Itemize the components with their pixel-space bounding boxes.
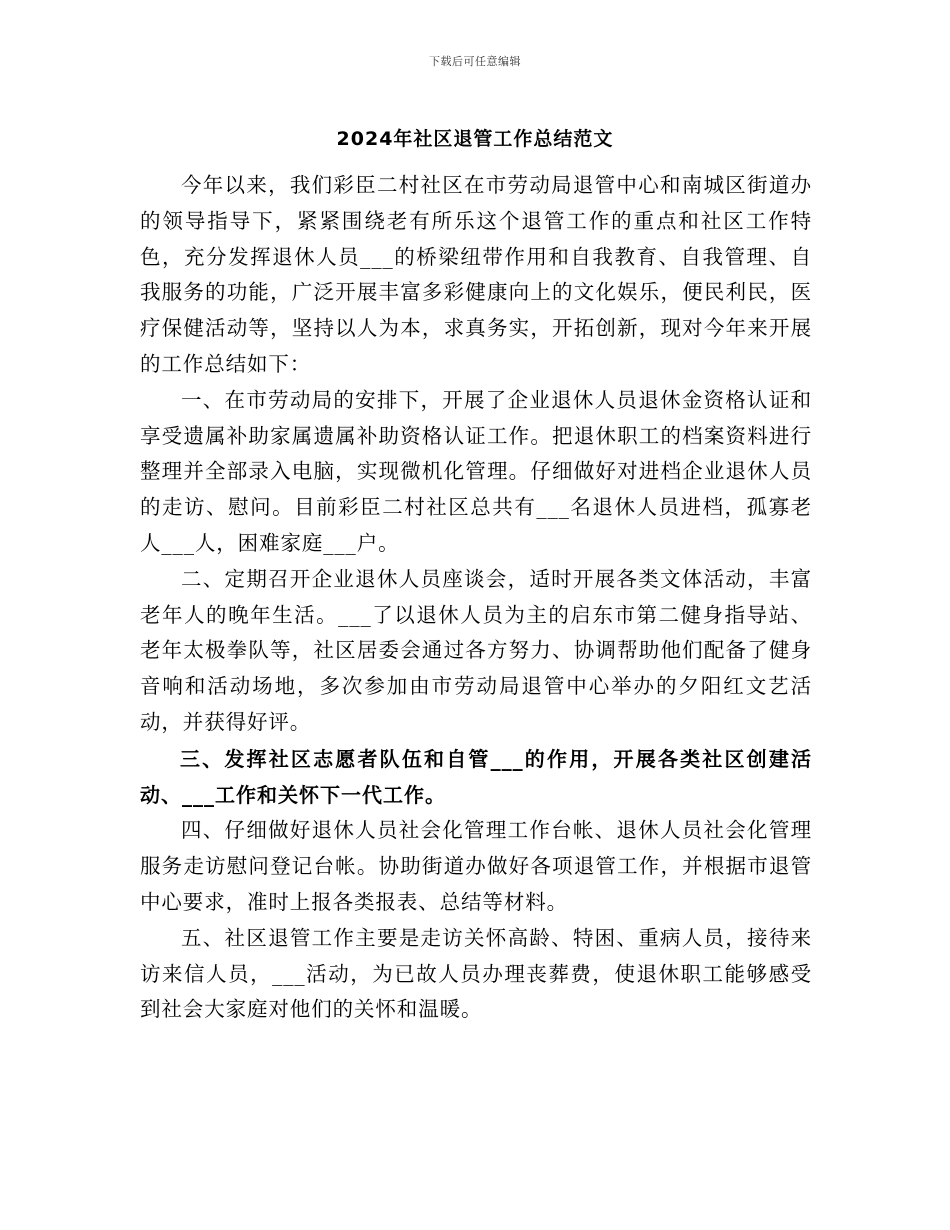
- paragraph-item-4: 四、仔细做好退休人员社会化管理工作台帐、退休人员社会化管理服务走访慰问登记台帐。协助街道办做好各项退管工作，并根据市退管中心要求，准时上报各类报表、总结等材料。: [140, 818, 812, 914]
- paragraph-item-3: 三、发挥社区志愿者队伍和自管___的作用，开展各类社区创建活动、___工作和关怀下一代工作。: [140, 746, 812, 807]
- header-note: 下载后可任意编辑: [429, 55, 521, 68]
- paragraph-intro: 今年以来，我们彩臣二村社区在市劳动局退管中心和南城区街道办的领导指导下，紧紧围绕老有所乐这个退管工作的重点和社区工作特色，充分发挥退休人员___的桥梁纽带作用和自我教育、自我管理、自我服务的功能，广泛开展丰富多彩健康向上的文化娱乐，便民利民，医疗保健活动等，坚持以人为本，求真务实，开拓创新，现对今年来开展的工作总结如下：: [140, 173, 812, 376]
- paragraph-item-5: 五、社区退管工作主要是走访关怀高龄、特困、重病人员，接待来访来信人员，___活动，为已故人员办理丧葬费，使退休职工能够感受到社会大家庭对他们的关怀和温暖。: [140, 925, 812, 1022]
- paragraph-item-1: 一、在市劳动局的安排下，开展了企业退休人员退休金资格认证和享受遗属补助家属遗属补助资格认证工作。把退休职工的档案资料进行整理并全部录入电脑，实现微机化管理。仔细做好对进档企业退休人员的走访、慰问。目前彩臣二村社区总共有___名退休人员进档，孤寡老人___人，困难家庭___户。: [140, 387, 812, 555]
- paragraph-item-2: 二、定期召开企业退休人员座谈会，适时开展各类文体活动，丰富老年人的晚年生活。___了以退休人员为主的启东市第二健身指导站、老年太极拳队等，社区居委会通过各方努力、协调帮助他们配备了健身音响和活动场地，多次参加由市劳动局退管中心举办的夕阳红文艺活动，并获得好评。: [140, 566, 812, 734]
- document-title: 2024年社区退管工作总结范文: [336, 128, 614, 150]
- document-body: [140, 168, 812, 1028]
